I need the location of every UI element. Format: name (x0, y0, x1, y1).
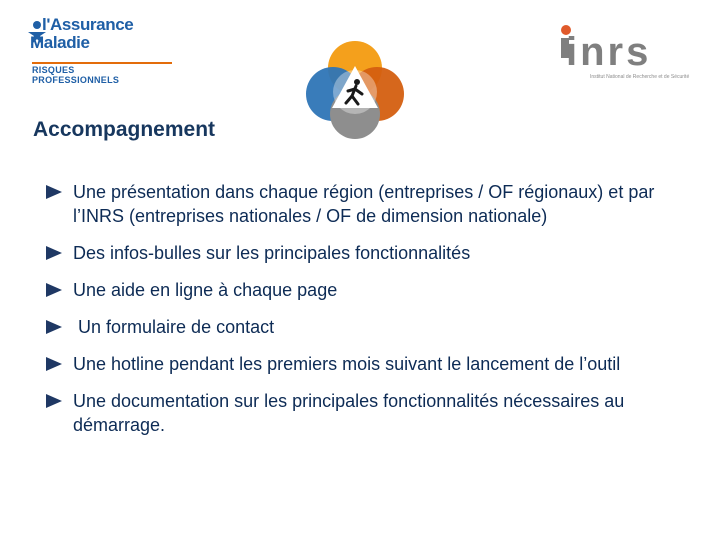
list-item-text: Un formulaire de contact (73, 317, 275, 337)
triangle-bullet-icon (46, 357, 62, 371)
inrs-logo (550, 18, 700, 88)
list-item-text: Une présentation dans chaque région (entreprises / OF régionaux) et par l’INRS (entreprises nationales / OF de dimension nationale) (73, 182, 655, 226)
list-item-text: Des infos-bulles sur les principales fonctionnalités (73, 243, 471, 263)
assurance-maladie-logo (24, 15, 154, 85)
list-item (46, 278, 696, 302)
triangle-bullet-icon (46, 320, 62, 334)
assurance-maladie-line2: Maladie (30, 33, 90, 52)
list-item (46, 180, 696, 228)
bullet-list (46, 180, 696, 450)
page-title: Accompagnement (33, 118, 216, 141)
inrs-wordmark: inrs (566, 30, 652, 74)
assurance-maladie-subtitle: RISQUES PROFESSIONNELS (32, 65, 120, 85)
triangle-bullet-icon (46, 394, 62, 408)
assurance-maladie-line1: l'Assurance (42, 15, 134, 34)
list-item-text: Une hotline pendant les premiers mois suivant le lancement de l’outil (73, 354, 621, 374)
triangle-bullet-icon (46, 185, 62, 199)
inrs-tagline: Institut National de Recherche et de Sécurité (590, 74, 690, 80)
list-item-text: Une aide en ligne à chaque page (73, 280, 338, 300)
triangle-bullet-icon (46, 246, 62, 260)
list-item (46, 389, 696, 437)
list-item (46, 315, 696, 339)
assurance-maladie-divider (32, 62, 172, 64)
triangle-bullet-icon (46, 283, 62, 297)
list-item-text: Une documentation sur les principales fonctionnalités nécessaires au démarrage. (73, 391, 625, 435)
list-item (46, 241, 696, 265)
list-item (46, 352, 696, 376)
center-emblem-logo (300, 38, 410, 142)
